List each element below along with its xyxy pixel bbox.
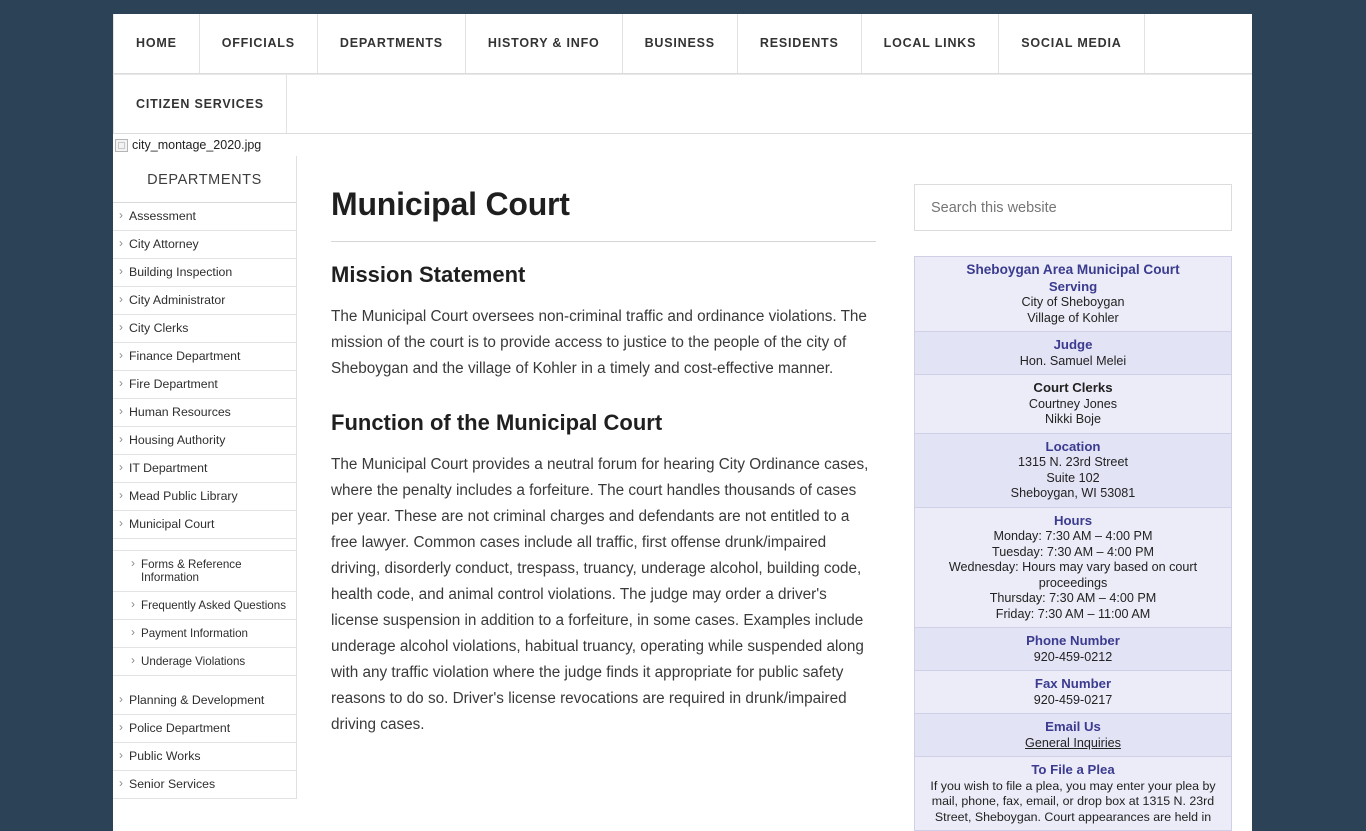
location-line-2: Suite 102: [1046, 470, 1100, 485]
location-line-1: 1315 N. 23rd Street: [1018, 455, 1128, 469]
court-info-table: [914, 256, 1232, 831]
sidebar-item-housing-authority[interactable]: › Housing Authority: [113, 427, 296, 455]
nav-item-history-info[interactable]: HISTORY & INFO: [466, 14, 623, 73]
email-label: Email Us: [1045, 719, 1101, 734]
clerk-name-1: Courtney Jones: [1028, 396, 1118, 411]
broken-image-icon: [115, 138, 261, 152]
function-heading: Function of the Municipal Court: [331, 410, 663, 435]
table-row: [915, 757, 1232, 831]
location-label: Location: [1045, 438, 1101, 454]
serving-line-1: City of Sheboygan: [1021, 295, 1125, 309]
hours-line-5: Friday: 7:30 AM – 11:00 AM: [995, 606, 1151, 621]
site-container: [113, 14, 1252, 831]
table-row: [915, 714, 1232, 757]
phone-label: Phone Number: [1026, 633, 1120, 648]
sidebar-item-frequently-asked-questions[interactable]: › Frequently Asked Questions: [113, 592, 296, 620]
table-row: [915, 671, 1232, 714]
sidebar-item-mead-public-library[interactable]: › Mead Public Library: [113, 483, 296, 511]
nav-item-citizen-services[interactable]: CITIZEN SERVICES: [113, 75, 287, 133]
mission-heading: Mission Statement: [331, 262, 526, 287]
clerks-label: Court Clerks: [1033, 380, 1113, 395]
sidebar-item-finance-department[interactable]: › Finance Department: [113, 343, 296, 371]
page-title: Municipal Court: [331, 186, 570, 222]
table-row: [915, 628, 1232, 671]
sidebar-item-building-inspection[interactable]: › Building Inspection: [113, 259, 296, 287]
sidebar-item-it-department[interactable]: › IT Department: [113, 455, 296, 483]
banner-alt-text: city_montage_2020.jpg: [132, 138, 262, 152]
judge-label: Judge: [1053, 337, 1093, 352]
sidebar-item-planning-development[interactable]: › Planning & Development: [113, 687, 296, 715]
sidebar-item-police-department[interactable]: › Police Department: [113, 715, 296, 743]
title-divider: [331, 241, 876, 242]
nav-item-social-media[interactable]: SOCIAL MEDIA: [999, 14, 1144, 73]
sidebar-submenu: [113, 550, 296, 676]
hours-label: Hours: [1053, 512, 1093, 528]
sidebar-title: DEPARTMENTS: [113, 156, 296, 203]
judge-name: Hon. Samuel Melei: [1019, 353, 1127, 368]
nav-item-home[interactable]: HOME: [113, 14, 200, 73]
court-title: Sheboygan Area Municipal Court: [966, 262, 1180, 277]
function-text: The Municipal Court provides a neutral forum for hearing City Ordinance cases, where the penalty includes a forfeiture. The court handles thousands of cases per year. These are not criminal charges and defendants are not entitled to a free lawyer. Common cases include all traffic, first offense drunk/impaired driving, disorderly conduct, trespass, truancy, underage alcohol, building code, health code, and animal control violations. The judge may order a driver's license suspension in addition to a forfeiture, in some cases. Examples include underage alcohol violations, habitual truancy, operating while suspended along with any traffic violation where the judge finds it appropriate for public safety reasons to do so. Driver's license revocations are required in drunk/impaired driving cases.: [331, 456, 869, 733]
serving-label: Serving: [1048, 278, 1098, 294]
sidebar-item-municipal-court[interactable]: › Municipal Court: [113, 511, 296, 539]
page-content: [113, 156, 1252, 831]
nav-item-business[interactable]: BUSINESS: [623, 14, 738, 73]
sidebar-item-city-clerks[interactable]: › City Clerks: [113, 315, 296, 343]
search-box[interactable]: [914, 184, 1232, 231]
header-banner-image: [113, 134, 1252, 156]
primary-navigation: [113, 14, 1252, 74]
sidebar-menu-continued: [113, 687, 296, 799]
table-row: [915, 257, 1232, 332]
fax-label: Fax Number: [1034, 676, 1112, 691]
sidebar-right: [914, 156, 1252, 831]
sidebar-item-fire-department[interactable]: › Fire Department: [113, 371, 296, 399]
general-inquiries-link[interactable]: General Inquiries: [1025, 735, 1121, 750]
table-row: [915, 507, 1232, 628]
table-row: [915, 375, 1232, 434]
sidebar-item-public-works[interactable]: › Public Works: [113, 743, 296, 771]
hours-line-1: Monday: 7:30 AM – 4:00 PM: [993, 529, 1153, 543]
sidebar-item-forms-reference-information[interactable]: › Forms & Reference Information: [113, 550, 296, 592]
nav-item-residents[interactable]: RESIDENTS: [738, 14, 862, 73]
mission-text: The Municipal Court oversees non-criminal traffic and ordinance violations. The mission of the court is to provide access to justice to the people of the city of Sheboygan and the village of Kohler in a timely and cost-effective manner.: [331, 308, 867, 377]
plea-text: If you wish to file a plea, you may enter your plea by mail, phone, fax, email, or drop box at 1315 N. 23rd Street, Sheboygan. Court appearances are held in: [930, 778, 1216, 824]
nav-item-local-links[interactable]: LOCAL LINKS: [862, 14, 1000, 73]
sidebar-item-city-administrator[interactable]: › City Administrator: [113, 287, 296, 315]
sidebar-item-assessment[interactable]: › Assessment: [113, 203, 296, 231]
hours-line-2: Tuesday: 7:30 AM – 4:00 PM: [992, 544, 1154, 559]
secondary-navigation: [113, 74, 1252, 134]
hours-line-4: Thursday: 7:30 AM – 4:00 PM: [989, 591, 1157, 605]
hours-line-3: Wednesday: Hours may vary based on court proceedings: [948, 560, 1198, 590]
main-article: [297, 156, 914, 744]
serving-line-2: Village of Kohler: [1027, 310, 1119, 325]
search-input[interactable]: [929, 199, 1217, 217]
sidebar-spacer: [113, 539, 296, 550]
clerk-name-2: Nikki Boje: [1045, 412, 1101, 426]
sidebar-item-senior-services[interactable]: › Senior Services: [113, 771, 296, 799]
plea-label: To File a Plea: [1031, 762, 1115, 777]
fax-number: 920-459-0217: [1033, 692, 1113, 707]
table-row: [915, 332, 1232, 375]
nav-item-departments[interactable]: DEPARTMENTS: [318, 14, 466, 73]
nav-item-officials[interactable]: OFFICIALS: [200, 14, 318, 73]
sidebar-spacer-2: [113, 676, 296, 687]
phone-number: 920-459-0212: [1033, 649, 1113, 664]
sidebar-item-city-attorney[interactable]: › City Attorney: [113, 231, 296, 259]
sidebar-menu: [113, 203, 296, 539]
table-row: [915, 433, 1232, 507]
sidebar: [113, 156, 297, 799]
sidebar-item-human-resources[interactable]: › Human Resources: [113, 399, 296, 427]
location-line-3: Sheboygan, WI 53081: [1010, 486, 1136, 500]
sidebar-item-underage-violations[interactable]: › Underage Violations: [113, 648, 296, 676]
sidebar-item-payment-information[interactable]: › Payment Information: [113, 620, 296, 648]
